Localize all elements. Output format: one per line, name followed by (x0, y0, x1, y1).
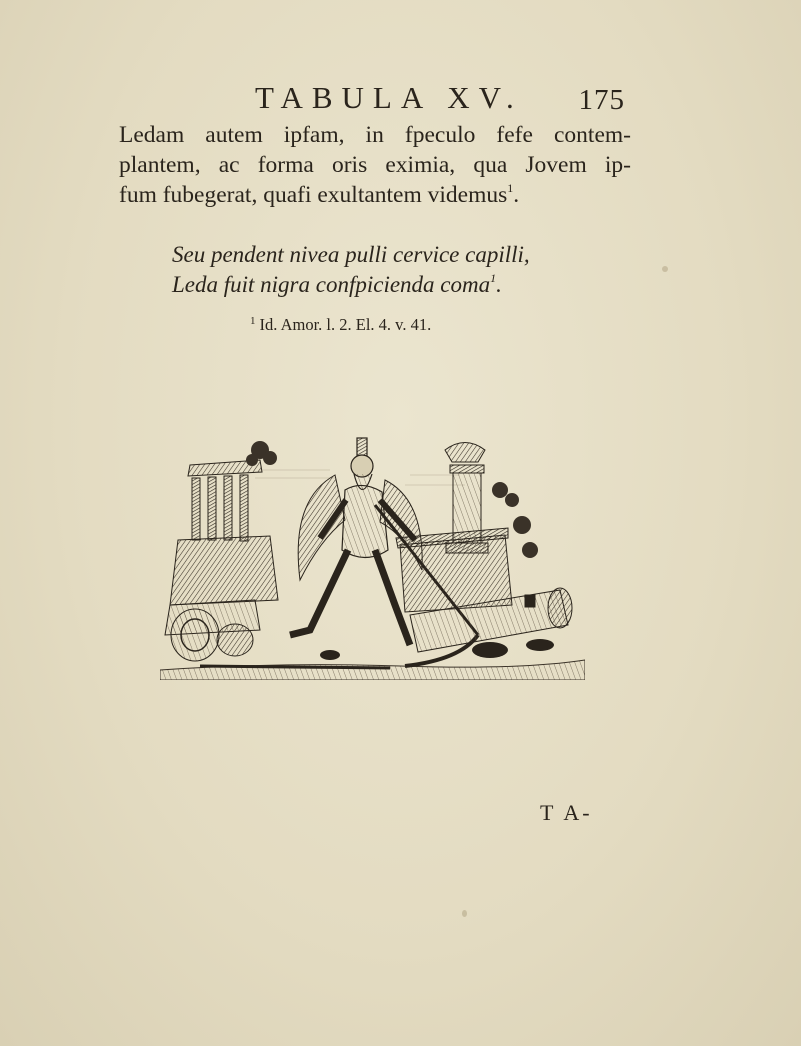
body-line-last (119, 180, 631, 210)
body-paragraph (119, 120, 631, 210)
running-head-title: TABULA XV. (255, 80, 523, 115)
foxing-spot (462, 910, 467, 917)
verse-quotation (172, 240, 632, 300)
foxing-spot (662, 266, 668, 272)
end-punctuation: . (513, 182, 520, 208)
running-head (255, 78, 625, 118)
footnote (250, 310, 431, 336)
body-line-text: fum fubegerat, quafi exultantem videmus (119, 182, 508, 208)
footnote-reference: 1 (507, 181, 514, 195)
sarcophagus (396, 528, 512, 612)
page-number: 175 (578, 84, 625, 116)
footnote-mark: 1 (250, 315, 256, 327)
body-line: Ledam autem ipfam, in fpeculo fefe contem- (119, 122, 631, 148)
verse-line-2 (172, 270, 632, 300)
footnote-text: Id. Amor. l. 2. El. 4. v. 41. (259, 315, 432, 334)
verse-line-1: Seu pendent nivea pulli cervice capilli, (172, 242, 530, 267)
engraving-time-among-ruins (160, 430, 585, 680)
catchword: T A- (540, 800, 593, 825)
verse-footnote-reference: 1 (490, 271, 497, 285)
ground (160, 660, 585, 680)
ruined-temple (165, 460, 278, 635)
verse-end-punctuation: . (496, 272, 502, 297)
verse-line-2-text: Leda fuit nigra confpicienda coma (172, 272, 491, 297)
body-line: plantem, ac forma oris eximia, qua Jovem ip- (119, 152, 631, 178)
